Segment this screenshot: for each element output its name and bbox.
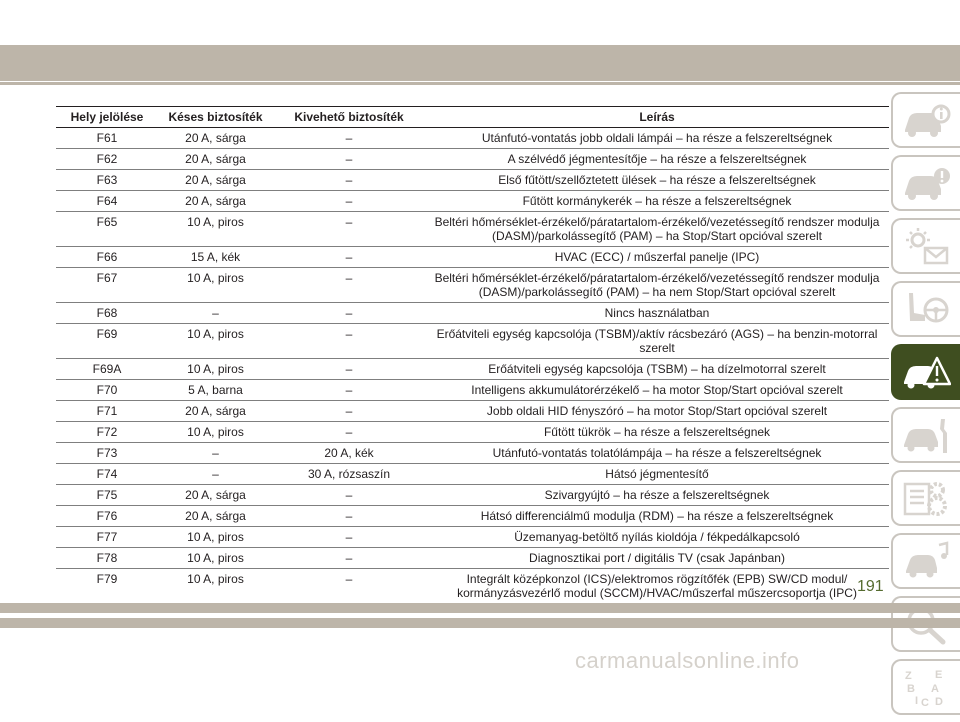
cell-blade-fuse: 20 A, sárga [158, 401, 273, 422]
header-band-rule [0, 82, 960, 85]
cell-blade-fuse: 20 A, sárga [158, 149, 273, 170]
cell-location: F62 [56, 149, 158, 170]
cell-description: Nincs használatban [425, 303, 889, 324]
cell-location: F73 [56, 443, 158, 464]
table-row [56, 569, 889, 604]
table-row [56, 359, 889, 380]
cell-location: F70 [56, 380, 158, 401]
cell-location: F71 [56, 401, 158, 422]
table-row [56, 212, 889, 247]
index-letter: Z [905, 670, 912, 682]
table-header-row [56, 107, 889, 128]
page-number: 191 [857, 578, 884, 595]
cell-location: F65 [56, 212, 158, 247]
cell-location: F63 [56, 170, 158, 191]
cell-cartridge-fuse: – [273, 506, 425, 527]
cell-description: Fűtött tükrök – ha része a felszereltségnek [425, 422, 889, 443]
header-cartridge-fuse: Kivehető biztosíték [273, 107, 425, 128]
cell-cartridge-fuse: – [273, 359, 425, 380]
cell-blade-fuse: 20 A, sárga [158, 170, 273, 191]
cell-location: F77 [56, 527, 158, 548]
cell-location: F78 [56, 548, 158, 569]
cell-location: F72 [56, 422, 158, 443]
cell-location: F69 [56, 324, 158, 359]
cell-cartridge-fuse: – [273, 527, 425, 548]
footer-band-top [0, 603, 960, 613]
cell-blade-fuse: 10 A, piros [158, 324, 273, 359]
cell-cartridge-fuse: – [273, 191, 425, 212]
index-letter: E [935, 669, 943, 681]
table-row [56, 380, 889, 401]
cell-blade-fuse: 20 A, sárga [158, 128, 273, 149]
table-row [56, 324, 889, 359]
cell-description: Első fűtött/szellőztetett ülések – ha része a felszereltségnek [425, 170, 889, 191]
cell-blade-fuse: 20 A, sárga [158, 485, 273, 506]
multimedia-music-icon [901, 541, 951, 583]
cell-blade-fuse: 5 A, barna [158, 380, 273, 401]
table-row [56, 464, 889, 485]
cell-description: A szélvédő jégmentesítője – ha része a felszereltségnek [425, 149, 889, 170]
seat-airbag-steering-icon [901, 289, 951, 331]
cell-description: Fűtött kormánykerék – ha része a felszereltségnek [425, 191, 889, 212]
cell-cartridge-fuse: – [273, 128, 425, 149]
header-location: Hely jelölése [56, 107, 158, 128]
table-row [56, 149, 889, 170]
cell-blade-fuse: 10 A, piros [158, 359, 273, 380]
cell-cartridge-fuse: – [273, 401, 425, 422]
cell-cartridge-fuse: – [273, 170, 425, 191]
index-letter: A [931, 683, 939, 695]
cell-location: F79 [56, 569, 158, 604]
cell-blade-fuse: 10 A, piros [158, 548, 273, 569]
cell-cartridge-fuse: – [273, 247, 425, 268]
cell-location: F69A [56, 359, 158, 380]
cell-description: Integrált középkonzol (ICS)/elektromos rögzítőfék (EPB) SW/CD modul/ kormányzásvezérlő modul (SCCM)/HVAC/műszerfal műszercsoportja (IPC) [425, 569, 889, 604]
cell-description: Beltéri hőmérséklet-érzékelő/páratartalom-érzékelő/vezetéssegítő rendszer modulja (DASM)/parkolássegítő (PAM) – ha nem Stop/Start opcióval szerelt [425, 268, 889, 303]
table-row [56, 170, 889, 191]
cell-description: Erőátviteli egység kapcsolója (TSBM) – ha dízelmotorral szerelt [425, 359, 889, 380]
fuse-table-body [56, 128, 889, 604]
header-description: Leírás [425, 107, 889, 128]
cell-blade-fuse: 10 A, piros [158, 212, 273, 247]
cell-description: Hátsó differenciálmű modulja (RDM) – ha része a felszereltségnek [425, 506, 889, 527]
cell-blade-fuse: – [158, 303, 273, 324]
cell-cartridge-fuse: – [273, 422, 425, 443]
tab-alphabetical-index[interactable] [891, 659, 960, 715]
cell-blade-fuse: 10 A, piros [158, 527, 273, 548]
tab-getting-to-know[interactable] [891, 155, 960, 211]
alphabet-index-icon [901, 667, 951, 709]
cell-blade-fuse: – [158, 443, 273, 464]
header-blade-fuse: Késes biztosíték [158, 107, 273, 128]
cell-location: F67 [56, 268, 158, 303]
cell-description: Utánfutó-vontatás tolatólámpája – ha része a felszereltségnek [425, 443, 889, 464]
cell-description: Jobb oldali HID fényszóró – ha motor Stop/Start opcióval szerelt [425, 401, 889, 422]
index-letter: I [915, 695, 919, 707]
cell-description: Intelligens akkumulátorérzékelő – ha motor Stop/Start opcióval szerelt [425, 380, 889, 401]
cell-blade-fuse: 20 A, sárga [158, 191, 273, 212]
table-row [56, 401, 889, 422]
table-row [56, 506, 889, 527]
car-warning-triangle-icon [901, 352, 951, 394]
specifications-gears-icon [901, 478, 951, 520]
cell-location: F64 [56, 191, 158, 212]
table-row [56, 443, 889, 464]
table-row [56, 128, 889, 149]
cell-location: F66 [56, 247, 158, 268]
table-row [56, 422, 889, 443]
cell-blade-fuse: 10 A, piros [158, 268, 273, 303]
cell-description: Beltéri hőmérséklet-érzékelő/páratartalom-érzékelő/vezetéssegítő rendszer modulja (DASM)/parkolássegítő (PAM) – ha Stop/Start opcióval szerelt [425, 212, 889, 247]
cell-description: Szivargyújtó – ha része a felszereltségnek [425, 485, 889, 506]
cell-cartridge-fuse: – [273, 548, 425, 569]
header-band [0, 0, 960, 80]
cell-description: Diagnosztikai port / digitális TV (csak Japánban) [425, 548, 889, 569]
cell-blade-fuse: 10 A, piros [158, 569, 273, 604]
cell-cartridge-fuse: – [273, 268, 425, 303]
tab-technical-specifications[interactable] [891, 470, 960, 526]
car-info-icon [901, 100, 951, 142]
cell-description: Hátsó jégmentesítő [425, 464, 889, 485]
table-row [56, 268, 889, 303]
table-row [56, 548, 889, 569]
cell-blade-fuse: 10 A, piros [158, 422, 273, 443]
index-letter: D [935, 696, 943, 708]
cell-cartridge-fuse: – [273, 569, 425, 604]
cell-cartridge-fuse: – [273, 485, 425, 506]
table-row [56, 191, 889, 212]
dashboard-lights-icon [901, 226, 951, 268]
header-band-top [0, 45, 960, 81]
cell-description: Erőátviteli egység kapcsolója (TSBM)/aktív rácsbezáró (AGS) – ha benzin-motorral szerelt [425, 324, 889, 359]
cell-cartridge-fuse: – [273, 149, 425, 170]
tab-in-case-of-emergency[interactable] [891, 344, 960, 400]
cell-cartridge-fuse: 20 A, kék [273, 443, 425, 464]
cell-description: HVAC (ECC) / műszerfal panelje (IPC) [425, 247, 889, 268]
tab-instrument-panel[interactable] [891, 218, 960, 274]
cell-blade-fuse: 15 A, kék [158, 247, 273, 268]
tab-multimedia[interactable] [891, 533, 960, 589]
cell-cartridge-fuse: – [273, 303, 425, 324]
cell-location: F68 [56, 303, 158, 324]
cell-location: F76 [56, 506, 158, 527]
car-alert-icon [901, 163, 951, 205]
fuse-table [56, 106, 889, 604]
table-row [56, 247, 889, 268]
cell-cartridge-fuse: – [273, 324, 425, 359]
cell-cartridge-fuse: – [273, 212, 425, 247]
cell-description: Utánfutó-vontatás jobb oldali lámpái – ha része a felszereltségnek [425, 128, 889, 149]
tab-safety[interactable] [891, 281, 960, 337]
cell-blade-fuse: 20 A, sárga [158, 506, 273, 527]
index-letter: C [921, 697, 929, 709]
cell-location: F75 [56, 485, 158, 506]
cell-cartridge-fuse: – [273, 380, 425, 401]
cell-description: Üzemanyag-betöltő nyílás kioldója / fékpedálkapcsoló [425, 527, 889, 548]
tab-servicing-maintenance[interactable] [891, 407, 960, 463]
footer-band-bottom [0, 618, 960, 628]
tab-vehicle-info[interactable] [891, 92, 960, 148]
cell-blade-fuse: – [158, 464, 273, 485]
index-letter: B [907, 683, 915, 695]
table-row [56, 485, 889, 506]
car-service-tools-icon [901, 415, 951, 457]
watermark: carmanualsonline.info [575, 648, 800, 673]
cell-cartridge-fuse: 30 A, rózsaszín [273, 464, 425, 485]
table-row [56, 527, 889, 548]
cell-location: F61 [56, 128, 158, 149]
cell-location: F74 [56, 464, 158, 485]
table-row [56, 303, 889, 324]
